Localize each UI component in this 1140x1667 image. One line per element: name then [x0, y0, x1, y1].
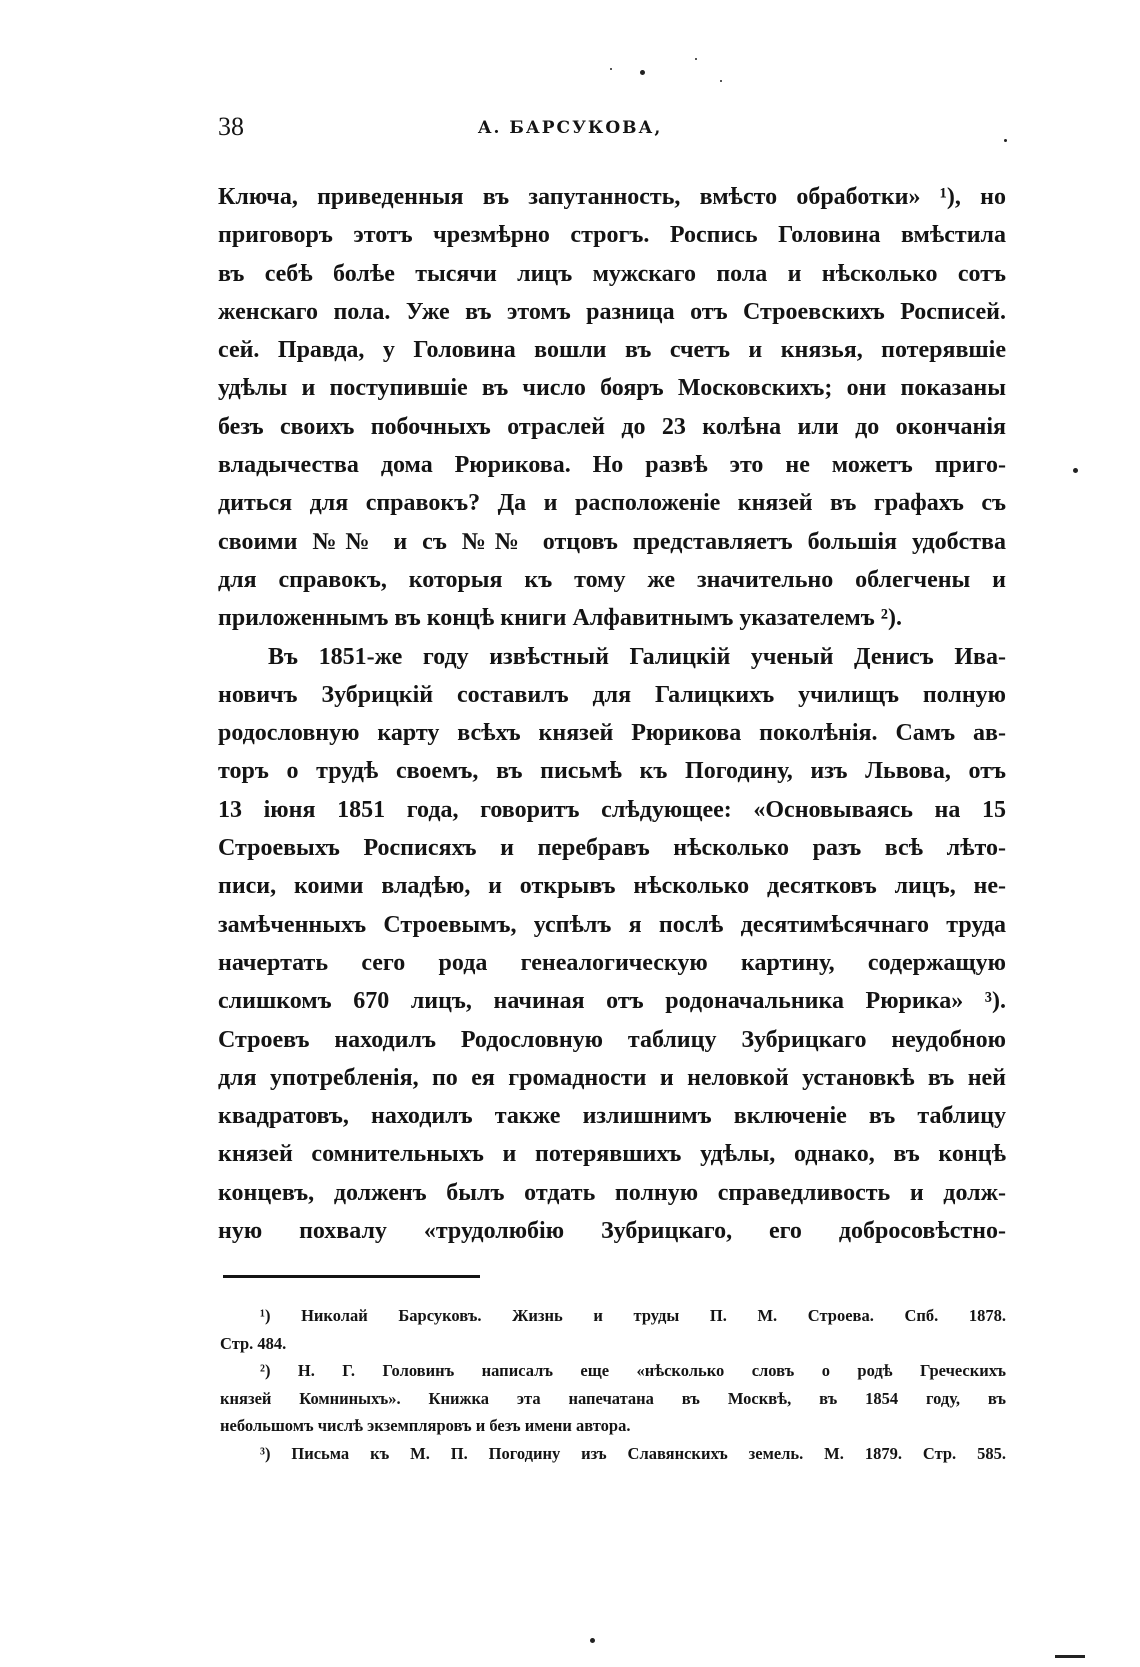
scan-speck: [1004, 139, 1007, 142]
text-line: концевъ, долженъ былъ отдать полную справедливость и долж-: [218, 1179, 1006, 1206]
text-line: приговоръ этотъ чрезмѣрно строгъ. Роспись Головина вмѣстила: [218, 222, 1006, 249]
text-line: начертать сего рода генеалогическую картину, содержащую: [218, 949, 1006, 976]
scan-speck: [1073, 468, 1078, 473]
footnote-line: ²) Н. Г. Головинъ написалъ еще «нѣсколько словъ о родѣ Греческихъ: [260, 1361, 1006, 1380]
scan-speck: [1055, 1655, 1085, 1658]
page-number: 38: [218, 112, 244, 141]
text-line: въ себѣ болѣе тысячи лицъ мужскаго пола и нѣсколько сотъ: [218, 260, 1006, 287]
text-line: сей. Правда, у Головина вошли въ счетъ и князья, потерявшіе: [218, 337, 1006, 364]
text-line: новичъ Зубрицкій составилъ для Галицкихъ училищъ полную: [218, 681, 1006, 708]
scan-speck: [695, 58, 697, 60]
footnotes: [220, 1302, 1006, 1467]
text-line: писи, коими владѣю, и открывъ нѣсколько десятковъ лицъ, не-: [218, 873, 1006, 900]
scan-speck: [720, 80, 722, 82]
body-text: [218, 178, 1006, 1250]
scan-speck: [590, 1638, 595, 1643]
text-line: Въ 1851-же году извѣстный Галицкій ученый Денисъ Ива-: [268, 643, 1006, 670]
footnote-line: князей Комниныхъ». Книжка эта напечатана въ Москвѣ, въ 1854 году, въ: [220, 1388, 1006, 1408]
text-line: Строевыхъ Росписяхъ и перебравъ нѣсколько разъ всѣ лѣто-: [218, 835, 1006, 862]
running-title: А. БАРСУКОВА,: [477, 118, 663, 138]
text-line: родословную карту всѣхъ князей Рюрикова поколѣнія. Самъ ав-: [218, 720, 1006, 747]
text-line: 13 іюня 1851 года, говоритъ слѣдующее: «Основываясь на 15: [218, 796, 1006, 823]
text-line: для употребленія, по ея громадности и неловкой установкѣ въ ней: [218, 1064, 1006, 1091]
text-line: слишкомъ 670 лицъ, начиная отъ родоначальника Рюрика» ³).: [218, 988, 1006, 1015]
text-line: своими №№ и съ №№ отцовъ представляетъ большія удобства: [218, 528, 1006, 555]
scan-speck: [610, 68, 612, 70]
footnote-line: небольшомъ числѣ экземпляровъ и безъ имени автора.: [220, 1416, 631, 1435]
text-line: диться для справокъ? Да и расположеніе князей въ графахъ съ: [218, 490, 1006, 517]
footnote-line: ¹) Николай Барсуковъ. Жизнь и труды П. М. Строева. Спб. 1878.: [260, 1306, 1006, 1325]
text-line: приложеннымъ въ концѣ книги Алфавитнымъ указателемъ ²).: [218, 605, 902, 632]
text-line: Строевъ находилъ Родословную таблицу Зубрицкаго неудобною: [218, 1026, 1006, 1053]
text-line: для справокъ, которыя къ тому же значительно облегчены и: [218, 566, 1006, 593]
text-line: квадратовъ, находилъ также излишнимъ включеніе въ таблицу: [218, 1103, 1006, 1130]
text-line: замѣченныхъ Строевымъ, успѣлъ я послѣ десятимѣсячнаго труда: [218, 911, 1006, 938]
text-line: князей сомнительныхъ и потерявшихъ удѣлы, однако, въ концѣ: [218, 1141, 1006, 1168]
scan-speck: [640, 70, 645, 75]
text-line: Ключа, приведенныя въ запутанность, вмѣсто обработки» ¹), но: [218, 184, 1006, 210]
footnote-divider: [223, 1275, 480, 1278]
footnote-line: ³) Письма къ М. П. Погодину изъ Славянскихъ земель. М. 1879. Стр. 585.: [260, 1443, 1006, 1463]
text-line: женскаго пола. Уже въ этомъ разница отъ Строевскихъ Росписей.: [218, 298, 1006, 325]
text-line: торъ о трудѣ своемъ, въ письмѣ къ Погодину, изъ Львова, отъ: [218, 758, 1006, 785]
text-line: владычества дома Рюрикова. Но развѣ это не можетъ приго-: [218, 452, 1006, 479]
text-line: ную похвалу «трудолюбію Зубрицкаго, его добросовѣстно-: [218, 1218, 1006, 1245]
text-line: удѣлы и поступившіе въ число бояръ Московскихъ; они показаны: [218, 375, 1006, 402]
footnote-line: Стр. 484.: [220, 1333, 287, 1353]
text-line: безъ своихъ побочныхъ отраслей до 23 колѣна или до окончанія: [218, 413, 1006, 440]
